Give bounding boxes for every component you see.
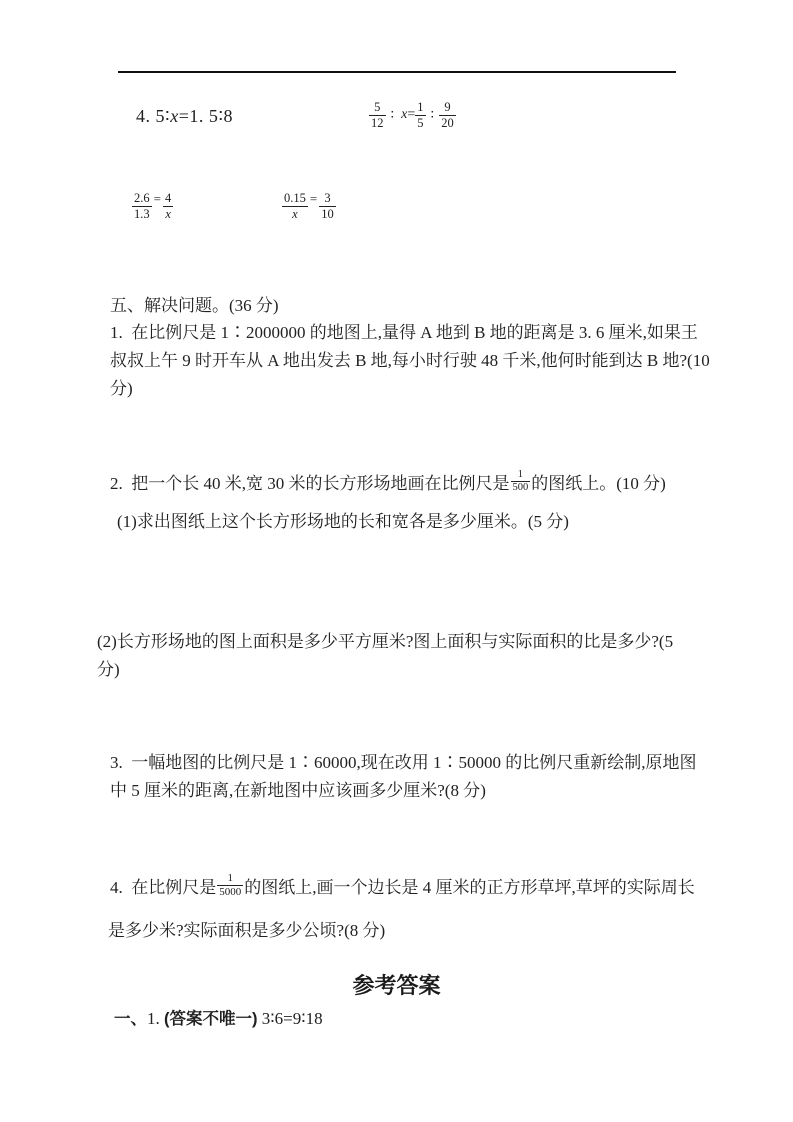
fraction-9-20 <box>439 100 456 131</box>
equation-2-variable: x <box>401 107 408 123</box>
equation-1-variable: x <box>170 106 179 126</box>
reference-answers-title: 参考答案 <box>352 973 441 998</box>
fraction-numerator: 3 <box>324 191 331 205</box>
equals-sign: = <box>407 107 416 123</box>
fraction-denominator-variable: x <box>163 206 173 222</box>
scale-fraction-1-5000 <box>217 872 243 899</box>
equals-sign: = <box>153 191 161 207</box>
fraction-denominator: 5 <box>417 115 424 130</box>
fraction-5-12 <box>369 100 386 131</box>
problem-1-line-2: 叔叔上午 9 时开车从 A 地出发去 B 地,每小时行驶 48 千米,他何时能到达 B 地?(10 <box>110 351 710 370</box>
problem-4-line-2: 是多少米?实际面积是多少公顷?(8 分) <box>108 921 386 940</box>
problem-2-line-1 <box>110 469 666 495</box>
equation-solve-x-2 <box>369 100 456 131</box>
answer-section-marker: 一、 <box>114 1010 147 1028</box>
fraction-denominator-variable: x <box>282 206 308 222</box>
problem-2-subquestion-1: (1)求出图纸上这个长方形场地的长和宽各是多少厘米。(5 分) <box>117 512 569 531</box>
fraction-4-x <box>163 191 173 222</box>
fraction-denominator: 20 <box>441 115 454 130</box>
fraction-1-5 <box>415 100 425 131</box>
section-5-heading: 五、解决问题。(36 分) <box>110 296 279 315</box>
answer-line-1 <box>114 1005 323 1029</box>
problem-4-text-before: 4. 在比例尺是 <box>110 877 217 897</box>
equation-1-post: =1. 5∶8 <box>178 106 234 126</box>
problem-1-line-1: 1. 在比例尺是 1∶2000000 的地图上,量得 A 地到 B 地的距离是 3. 6 厘米,如果王 <box>110 323 698 342</box>
fraction-numerator: 1 <box>517 469 523 480</box>
answer-note: (答案不唯一) <box>164 1010 258 1028</box>
fraction-denominator: 5000 <box>219 885 242 898</box>
problem-2-text-before: 2. 把一个长 40 米,宽 30 米的长方形场地画在比例尺是 <box>110 474 510 494</box>
fraction-denominator: 12 <box>371 115 384 130</box>
equation-solve-x-4 <box>282 191 336 222</box>
fraction-0.15-x <box>282 191 308 222</box>
problem-2-text-after: 的图纸上。(10 分) <box>531 474 666 494</box>
answer-item-number: 1. <box>147 1009 164 1028</box>
fraction-numerator: 1 <box>417 100 424 114</box>
problem-3-line-2: 中 5 厘米的距离,在新地图中应该画多少厘米?(8 分) <box>110 781 486 800</box>
problem-1-line-3: 分) <box>110 379 133 398</box>
fraction-denominator: 1.3 <box>134 206 150 221</box>
problem-2-subquestion-2-line-2: 分) <box>97 660 120 679</box>
fraction-numerator: 2.6 <box>134 191 150 205</box>
fraction-denominator: 10 <box>321 206 334 221</box>
fraction-numerator: 0.15 <box>284 191 306 205</box>
problem-4-text-after: 的图纸上,画一个边长是 4 厘米的正方形草坪,草坪的实际周长 <box>244 877 695 897</box>
equals-sign: = <box>309 191 318 207</box>
fraction-numerator: 5 <box>374 100 381 114</box>
fraction-3-10 <box>319 191 336 222</box>
problem-3-line-1: 3. 一幅地图的比例尺是 1∶60000,现在改用 1∶50000 的比例尺重新绘制,原地图 <box>110 753 697 772</box>
scale-fraction-1-500 <box>511 469 531 495</box>
fraction-denominator: 500 <box>512 482 529 494</box>
ratio-colon: ∶ <box>390 107 395 123</box>
answer-value: 3∶6=9∶18 <box>257 1009 323 1028</box>
fraction-numerator: 9 <box>444 100 451 114</box>
header-rule <box>118 71 676 73</box>
fraction-numerator: 1 <box>227 872 233 884</box>
problem-4-line-1 <box>110 872 695 899</box>
equation-solve-x-1 <box>136 106 233 127</box>
ratio-colon: ∶ <box>430 107 435 123</box>
equation-1-pre: 4. 5∶ <box>136 106 171 126</box>
fraction-2.6-1.3 <box>132 191 152 222</box>
fraction-numerator: 4 <box>164 191 172 205</box>
equation-solve-x-3 <box>132 191 173 222</box>
problem-2-subquestion-2-line-1: (2)长方形场地的图上面积是多少平方厘米?图上面积与实际面积的比是多少?(5 <box>97 632 674 651</box>
